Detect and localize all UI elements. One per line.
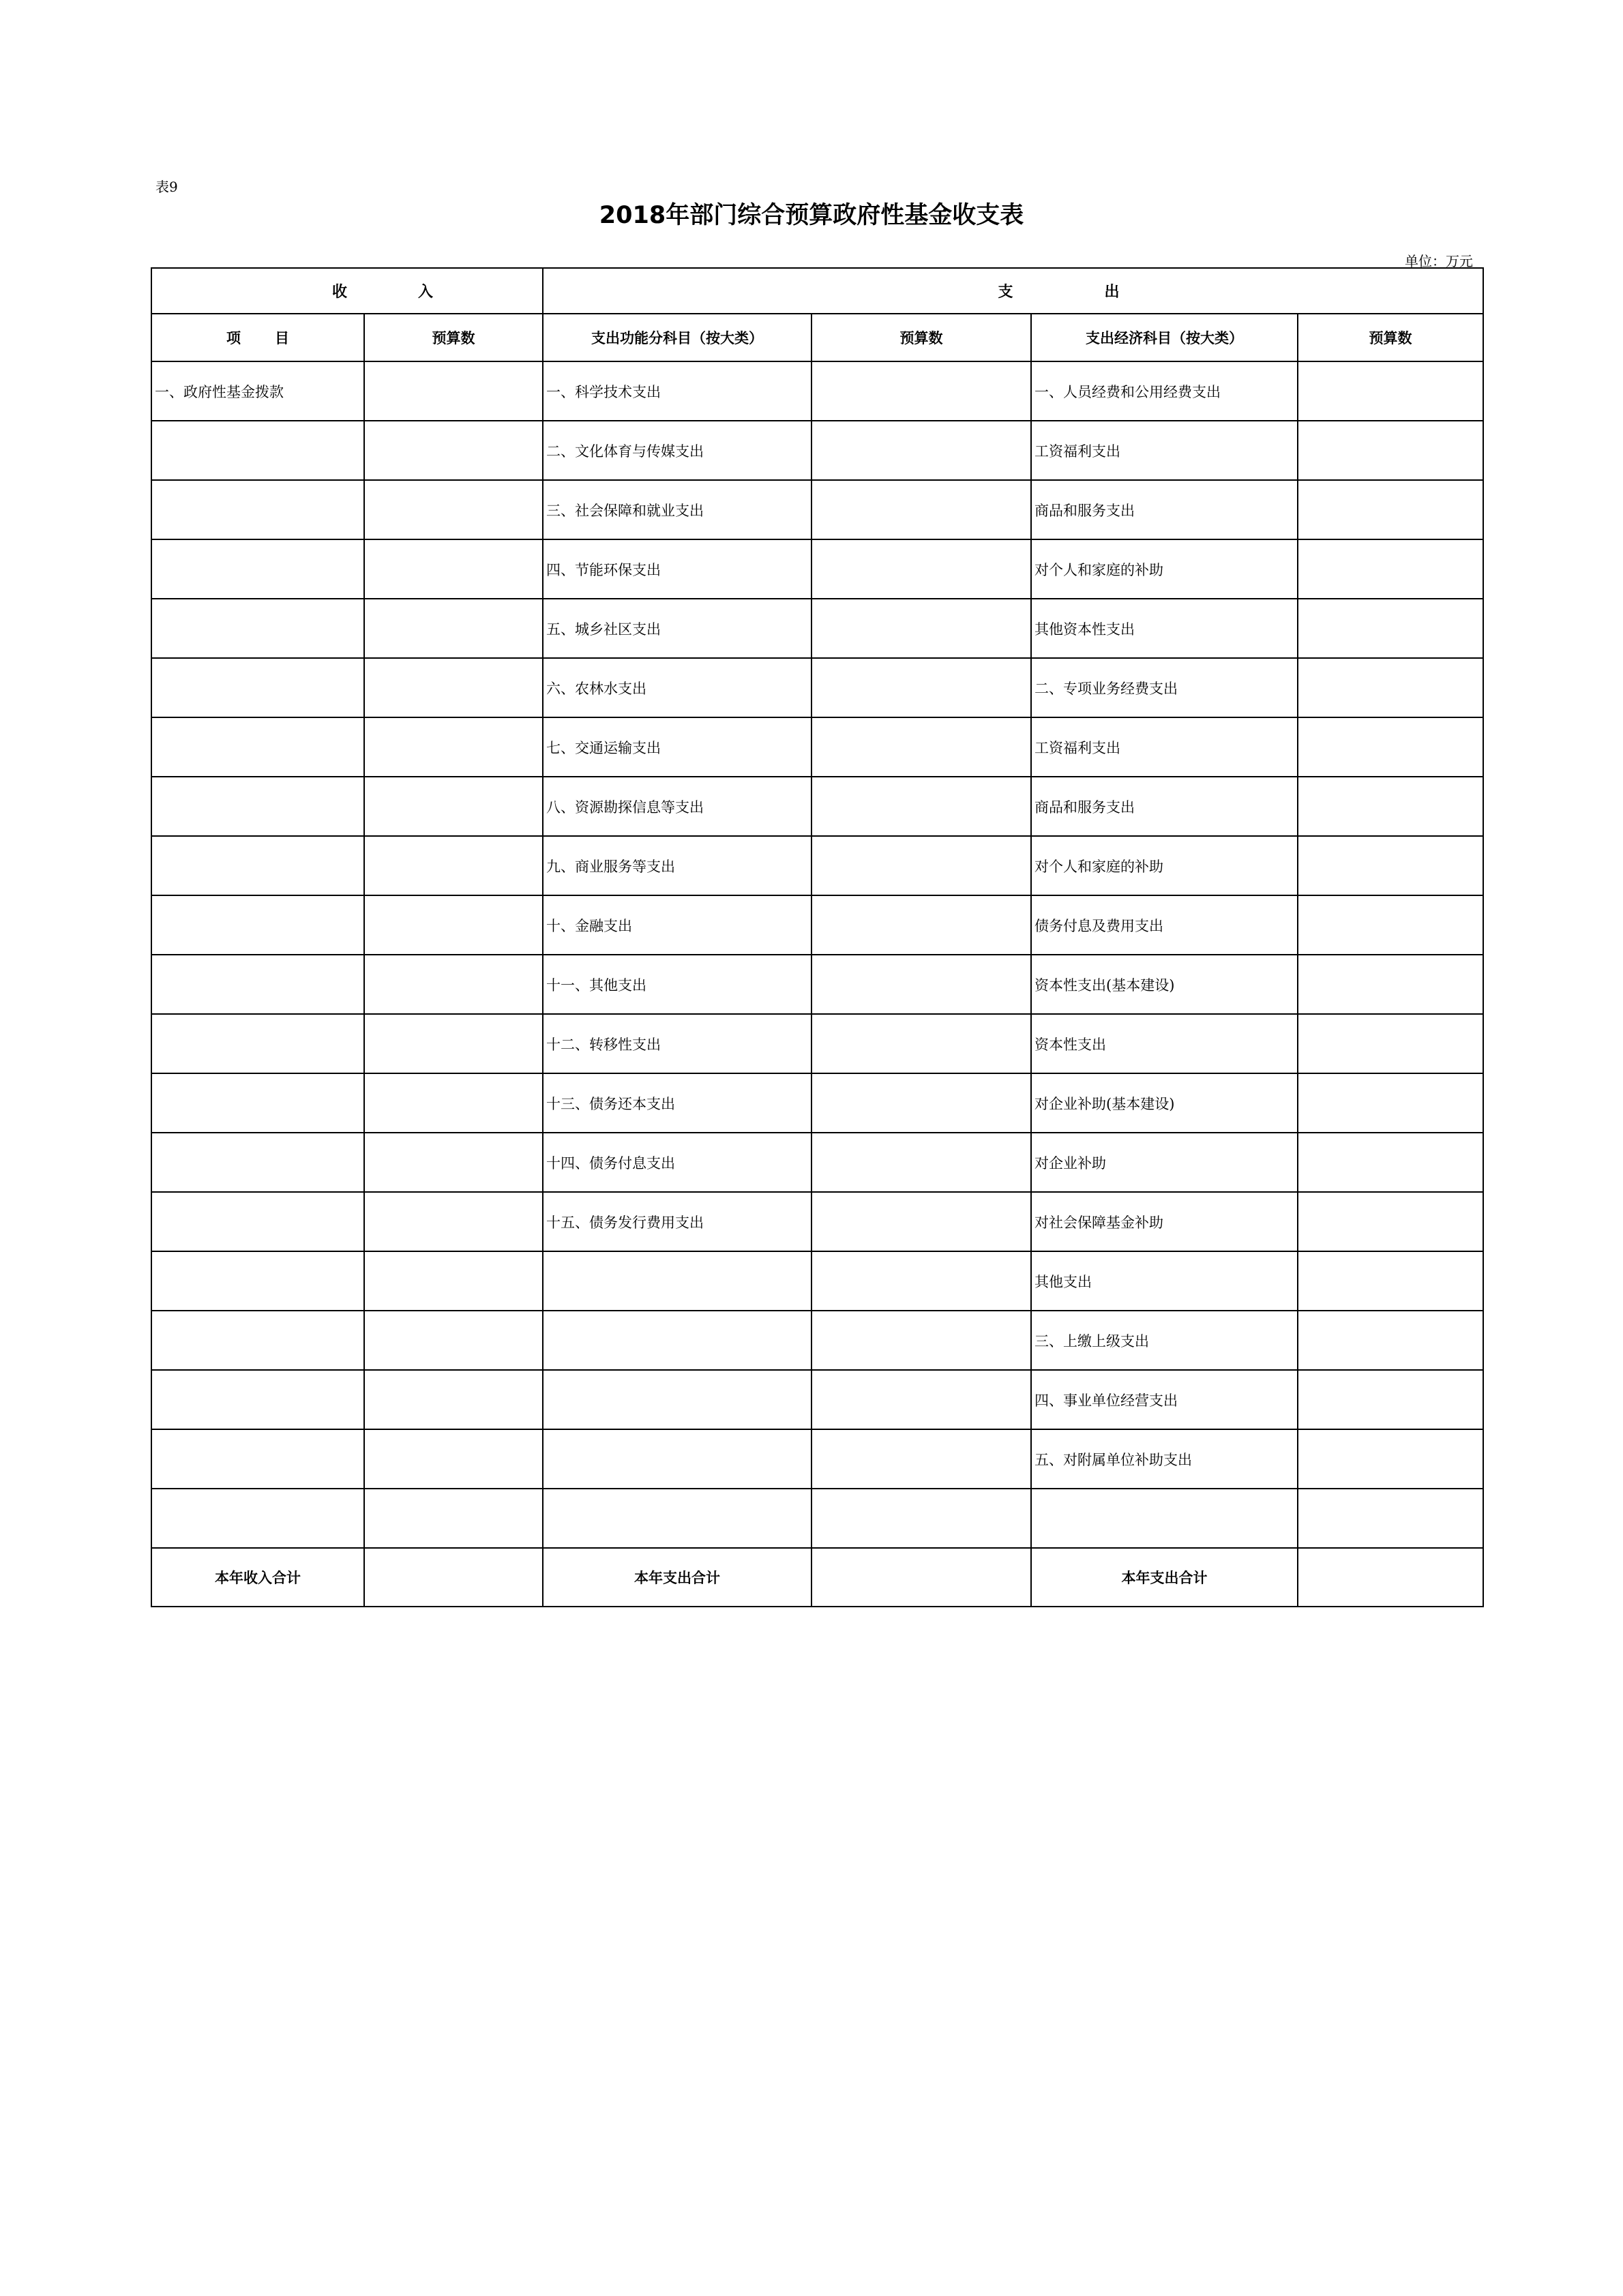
table-row — [151, 421, 1483, 480]
table-row — [151, 658, 1483, 717]
func-budget-cell — [812, 1311, 1031, 1370]
table-row — [151, 717, 1483, 777]
expense-header-char-2: 出 — [1104, 284, 1120, 301]
econ-budget-cell — [1298, 361, 1483, 421]
econ-item-cell: 四、事业单位经营支出 — [1031, 1370, 1298, 1429]
func-item-cell: 五、城乡社区支出 — [543, 599, 812, 658]
econ-budget-cell — [1298, 1370, 1483, 1429]
income-budget-cell — [364, 895, 543, 955]
econ-item-cell: 对个人和家庭的补助 — [1031, 539, 1298, 599]
func-budget-cell — [812, 421, 1031, 480]
econ-item-cell: 工资福利支出 — [1031, 717, 1298, 777]
income-budget-cell — [364, 1429, 543, 1489]
econ-item-cell: 债务付息及费用支出 — [1031, 895, 1298, 955]
econ-item-cell: 对个人和家庭的补助 — [1031, 836, 1298, 895]
income-budget-cell — [364, 599, 543, 658]
func-budget-cell — [812, 361, 1031, 421]
func-item-cell — [543, 1489, 812, 1548]
econ-budget-cell — [1298, 599, 1483, 658]
header-row-main — [151, 268, 1483, 314]
income-total-value — [364, 1548, 543, 1607]
func-budget-cell — [812, 1370, 1031, 1429]
table-row — [151, 1311, 1483, 1370]
econ-item-cell: 二、专项业务经费支出 — [1031, 658, 1298, 717]
total-row — [151, 1548, 1483, 1607]
income-budget-cell — [364, 539, 543, 599]
table-body — [151, 361, 1483, 1548]
income-item-cell — [151, 836, 364, 895]
econ-budget-cell — [1298, 717, 1483, 777]
econ-total-label: 本年支出合计 — [1031, 1548, 1298, 1607]
econ-budget-cell — [1298, 1489, 1483, 1548]
func-item-cell: 四、节能环保支出 — [543, 539, 812, 599]
income-item-cell — [151, 1489, 364, 1548]
table-row — [151, 1014, 1483, 1073]
func-budget-cell — [812, 777, 1031, 836]
econ-budget-cell — [1298, 658, 1483, 717]
econ-item-cell: 一、人员经费和公用经费支出 — [1031, 361, 1298, 421]
econ-item-cell: 工资福利支出 — [1031, 421, 1298, 480]
func-budget-cell — [812, 1014, 1031, 1073]
income-budget-header: 预算数 — [364, 314, 543, 361]
income-budget-cell — [364, 717, 543, 777]
income-budget-cell — [364, 777, 543, 836]
income-budget-cell — [364, 836, 543, 895]
income-item-cell — [151, 421, 364, 480]
table-row — [151, 1489, 1483, 1548]
table-row — [151, 1370, 1483, 1429]
income-item-cell — [151, 658, 364, 717]
func-budget-cell — [812, 955, 1031, 1014]
table-row — [151, 1073, 1483, 1133]
income-budget-cell — [364, 480, 543, 539]
table-row — [151, 895, 1483, 955]
func-item-cell: 十三、债务还本支出 — [543, 1073, 812, 1133]
econ-budget-cell — [1298, 1014, 1483, 1073]
income-budget-cell — [364, 1133, 543, 1192]
econ-total-value — [1298, 1548, 1483, 1607]
income-item-cell — [151, 1192, 364, 1251]
econ-budget-cell — [1298, 1429, 1483, 1489]
func-budget-cell — [812, 1429, 1031, 1489]
econ-budget-cell — [1298, 955, 1483, 1014]
func-item-cell: 十二、转移性支出 — [543, 1014, 812, 1073]
income-item-cell — [151, 1429, 364, 1489]
func-budget-cell — [812, 1251, 1031, 1311]
income-header-char-2: 入 — [418, 284, 434, 301]
func-item-cell: 十四、债务付息支出 — [543, 1133, 812, 1192]
income-item-cell: 一、政府性基金拨款 — [151, 361, 364, 421]
income-item-cell — [151, 1133, 364, 1192]
econ-item-cell: 三、上缴上级支出 — [1031, 1311, 1298, 1370]
table-row — [151, 1192, 1483, 1251]
econ-item-cell: 对社会保障基金补助 — [1031, 1192, 1298, 1251]
table-number-label: 表9 — [155, 179, 178, 195]
func-item-cell: 一、科学技术支出 — [543, 361, 812, 421]
expense-header — [543, 268, 1483, 314]
econ-budget-header: 预算数 — [1298, 314, 1483, 361]
econ-budget-cell — [1298, 895, 1483, 955]
econ-budget-cell — [1298, 1251, 1483, 1311]
income-budget-cell — [364, 1251, 543, 1311]
func-item-cell: 十一、其他支出 — [543, 955, 812, 1014]
income-header — [151, 268, 543, 314]
unit-label: 单位：万元 — [1405, 253, 1473, 269]
econ-item-cell — [1031, 1489, 1298, 1548]
func-budget-cell — [812, 658, 1031, 717]
income-budget-cell — [364, 1311, 543, 1370]
page-title: 2018年部门综合预算政府性基金收支表 — [599, 202, 1024, 229]
econ-class-header: 支出经济科目（按大类） — [1031, 314, 1298, 361]
income-item-cell — [151, 1311, 364, 1370]
income-budget-cell — [364, 1370, 543, 1429]
func-budget-header: 预算数 — [812, 314, 1031, 361]
func-item-cell — [543, 1311, 812, 1370]
income-budget-cell — [364, 1073, 543, 1133]
econ-budget-cell — [1298, 1192, 1483, 1251]
item-header — [151, 314, 364, 361]
table-row — [151, 1429, 1483, 1489]
econ-budget-cell — [1298, 1133, 1483, 1192]
table-row — [151, 777, 1483, 836]
income-budget-cell — [364, 1014, 543, 1073]
income-budget-cell — [364, 1192, 543, 1251]
header-row-sub — [151, 314, 1483, 361]
econ-budget-cell — [1298, 1073, 1483, 1133]
econ-item-cell: 其他资本性支出 — [1031, 599, 1298, 658]
table-row — [151, 955, 1483, 1014]
table-row — [151, 836, 1483, 895]
income-budget-cell — [364, 658, 543, 717]
income-item-cell — [151, 717, 364, 777]
income-item-cell — [151, 895, 364, 955]
income-budget-cell — [364, 361, 543, 421]
econ-budget-cell — [1298, 421, 1483, 480]
income-item-cell — [151, 1370, 364, 1429]
func-budget-cell — [812, 1073, 1031, 1133]
func-budget-cell — [812, 599, 1031, 658]
func-item-cell: 九、商业服务等支出 — [543, 836, 812, 895]
func-item-cell: 六、农林水支出 — [543, 658, 812, 717]
econ-item-cell: 对企业补助 — [1031, 1133, 1298, 1192]
econ-budget-cell — [1298, 480, 1483, 539]
table-row — [151, 361, 1483, 421]
table-row — [151, 480, 1483, 539]
econ-item-cell: 资本性支出(基本建设) — [1031, 955, 1298, 1014]
func-budget-cell — [812, 1192, 1031, 1251]
func-item-cell — [543, 1370, 812, 1429]
item-header-char-2: 目 — [275, 330, 289, 346]
income-budget-cell — [364, 421, 543, 480]
func-budget-cell — [812, 480, 1031, 539]
budget-table — [151, 267, 1484, 1607]
func-class-header: 支出功能分科目（按大类） — [543, 314, 812, 361]
income-item-cell — [151, 1014, 364, 1073]
item-header-char-1: 项 — [226, 330, 241, 346]
econ-budget-cell — [1298, 1311, 1483, 1370]
func-item-cell — [543, 1429, 812, 1489]
econ-budget-cell — [1298, 836, 1483, 895]
econ-item-cell: 资本性支出 — [1031, 1014, 1298, 1073]
func-budget-cell — [812, 836, 1031, 895]
func-budget-cell — [812, 1489, 1031, 1548]
table-row — [151, 1133, 1483, 1192]
econ-item-cell: 五、对附属单位补助支出 — [1031, 1429, 1298, 1489]
income-total-label: 本年收入合计 — [151, 1548, 364, 1607]
func-budget-cell — [812, 717, 1031, 777]
income-header-char-1: 收 — [331, 284, 347, 301]
income-item-cell — [151, 955, 364, 1014]
func-item-cell: 二、文化体育与传媒支出 — [543, 421, 812, 480]
func-budget-cell — [812, 1133, 1031, 1192]
econ-budget-cell — [1298, 539, 1483, 599]
econ-item-cell: 商品和服务支出 — [1031, 777, 1298, 836]
func-item-cell: 三、社会保障和就业支出 — [543, 480, 812, 539]
func-item-cell: 七、交通运输支出 — [543, 717, 812, 777]
income-item-cell — [151, 539, 364, 599]
econ-item-cell: 对企业补助(基本建设) — [1031, 1073, 1298, 1133]
func-item-cell: 十、金融支出 — [543, 895, 812, 955]
func-item-cell: 八、资源勘探信息等支出 — [543, 777, 812, 836]
table-row — [151, 1251, 1483, 1311]
func-budget-cell — [812, 539, 1031, 599]
income-item-cell — [151, 480, 364, 539]
expense-header-char-1: 支 — [998, 284, 1013, 301]
econ-item-cell: 其他支出 — [1031, 1251, 1298, 1311]
func-total-label: 本年支出合计 — [543, 1548, 812, 1607]
income-budget-cell — [364, 955, 543, 1014]
income-item-cell — [151, 1073, 364, 1133]
func-item-cell — [543, 1251, 812, 1311]
func-total-value — [812, 1548, 1031, 1607]
econ-item-cell: 商品和服务支出 — [1031, 480, 1298, 539]
table-row — [151, 539, 1483, 599]
func-item-cell: 十五、债务发行费用支出 — [543, 1192, 812, 1251]
income-item-cell — [151, 1251, 364, 1311]
income-item-cell — [151, 777, 364, 836]
income-item-cell — [151, 599, 364, 658]
table-row — [151, 599, 1483, 658]
income-budget-cell — [364, 1489, 543, 1548]
func-budget-cell — [812, 895, 1031, 955]
econ-budget-cell — [1298, 777, 1483, 836]
